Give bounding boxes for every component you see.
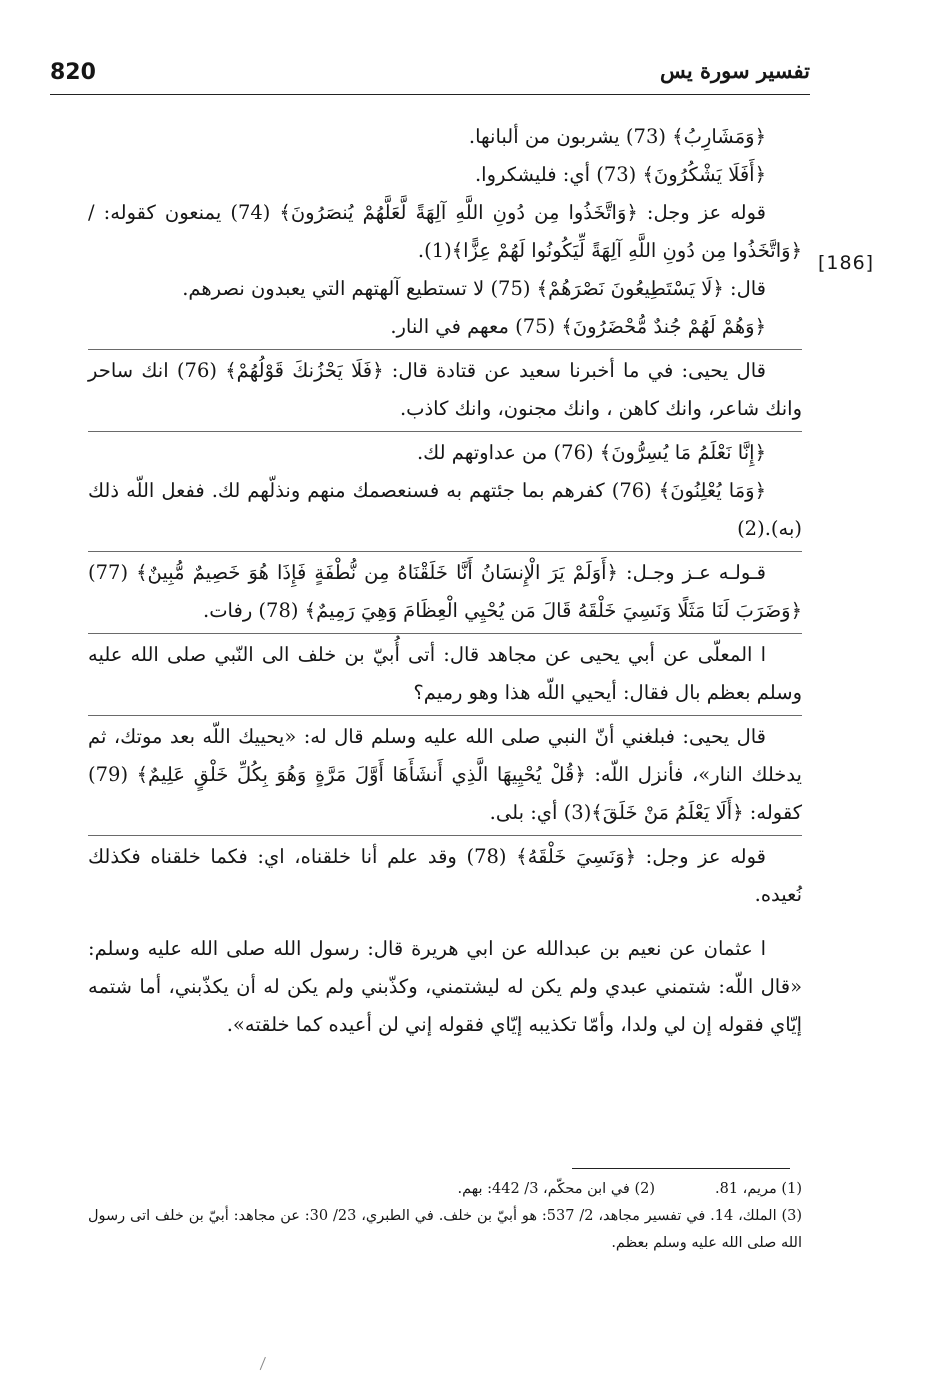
footnote-3: (3) الملك، 14. في تفسير مجاهد، 2/ 537: هو أبيّ بن خلف. في الطبري، 23/ 30: عن مجاهد: أبيّ بن خلف اتى رسول الله صلى الله عليه وسلم بعظم. [88,1208,803,1251]
paragraph-13: ا عثمان عن نعيم بن عبدالله عن ابي هريرة قال: رسول الله صلى الله عليه وسلم: «قال اللّه: شتمني عبدي ولم يكن له ليشتمني، وكذّبني ولم يكن له أن يكذّبني، أما شتمه إيّاي فقوله إن لي ولدا، وأمّا تكذيبه إيّاي فقوله إني لن أعيده كما خلقته». [88,937,802,1036]
paragraph-12: قوله عز وجل: ﴿وَنَسِيَ خَلْقَهُ﴾ (78) وقد علم أنا خلقناه، اي: فكما خلقناه فكذلك نُعيده. [88,835,802,914]
paragraph-2: ﴿أَفَلَا يَشْكُرُونَ﴾ (73) أي: فليشكروا. [474,163,766,186]
paragraph-9: قـولـه عـز وجـل: ﴿أَوَلَمْ يَرَ الْإِنسَانُ أَنَّا خَلَقْنَاهُ مِن نُّطْفَةٍ فَإِذَا هُوَ خَصِيمٌ مُّبِينٌ﴾ (77) ﴿وَضَرَبَ لَنَا مَثَلًا وَنَسِيَ خَلْقَهُ قَالَ مَن يُحْيِي الْعِظَامَ وَهِيَ رَمِيمٌ﴾ (78) رفات. [88,551,802,630]
paragraph-3: قوله عز وجل: ﴿وَاتَّخَذُوا مِن دُونِ اللَّهِ آلِهَةً لَّعَلَّهُمْ يُنصَرُونَ﴾ (74) يمنعون كقوله: / ﴿وَاتَّخَذُوا مِن دُونِ اللَّهِ آلِهَةً لِّيَكُونُوا لَهُمْ عِزًّا﴾(1). [88,201,802,262]
body-text [88,118,802,1044]
paragraph-7: ﴿إِنَّا نَعْلَمُ مَا يُسِرُّونَ﴾ (76) من عداوتهم لك. [88,431,802,472]
paragraph-8: ﴿وَمَا يُعْلِنُونَ﴾ (76) كفرهم بما جئتهم به فسنعصمك منهم ونذلّهم لك. ففعل اللّه ذلك (به).(2) [88,479,802,540]
footnotes [88,1176,802,1257]
paragraph-10: ا المعلّى عن أبي يحيى عن مجاهد قال: أتى أُبيّ بن خلف الى النّبي صلى الله عليه وسلم بعظم بال فقال: أيحيي اللّه هذا وهو رميم؟ [88,633,802,712]
paragraph-1: ﴿وَمَشَارِبُ﴾ (73) يشربون من ألبانها. [468,125,766,148]
pen-mark [260,1357,274,1373]
footnote-row [88,1176,802,1203]
running-title: تفسير سورة يس [660,58,810,83]
footnote-rule [572,1168,790,1169]
manuscript-folio-note: [186] [818,252,875,274]
paragraph-5: ﴿وَهُمْ لَهُمْ جُندٌ مُّحْضَرُونَ﴾ (75) معهم في النار. [390,315,766,338]
paragraph-11: قال يحيى: فبلغني أنّ النبي صلى الله عليه وسلم قال له: «يحييك اللّه بعد موتك، ثم يدخلك النار»، فأنزل اللّه: ﴿قُلْ يُحْيِيهَا الَّذِي أَنشَأَهَا أَوَّلَ مَرَّةٍ وَهُوَ بِكُلِّ خَلْقٍ عَلِيمٌ﴾ (79) كقوله: ﴿أَلَا يَعْلَمُ مَنْ خَلَقَ﴾(3) أي: بلى. [88,715,802,832]
footnote-2: (2) في ابن محكّم، 3/ 442: بهم. [457,1181,656,1197]
page-number: 820 [50,60,96,85]
page-header [50,56,810,92]
footnote-1: (1) مريم، 81. [715,1181,802,1197]
header-rule [50,94,810,95]
paragraph-6: قال يحيى: في ما أخبرنا سعيد عن قتادة قال: ﴿فَلَا يَحْزُنكَ قَوْلُهُمْ﴾ (76) انك ساحر وانك شاعر، وانك كاهن ، وانك مجنون، وانك كاذب. [88,349,802,428]
paragraph-4: قال: ﴿لَا يَسْتَطِيعُونَ نَصْرَهُمْ﴾ (75) لا تستطيع آلهتهم التي يعبدون نصرهم. [182,277,766,300]
